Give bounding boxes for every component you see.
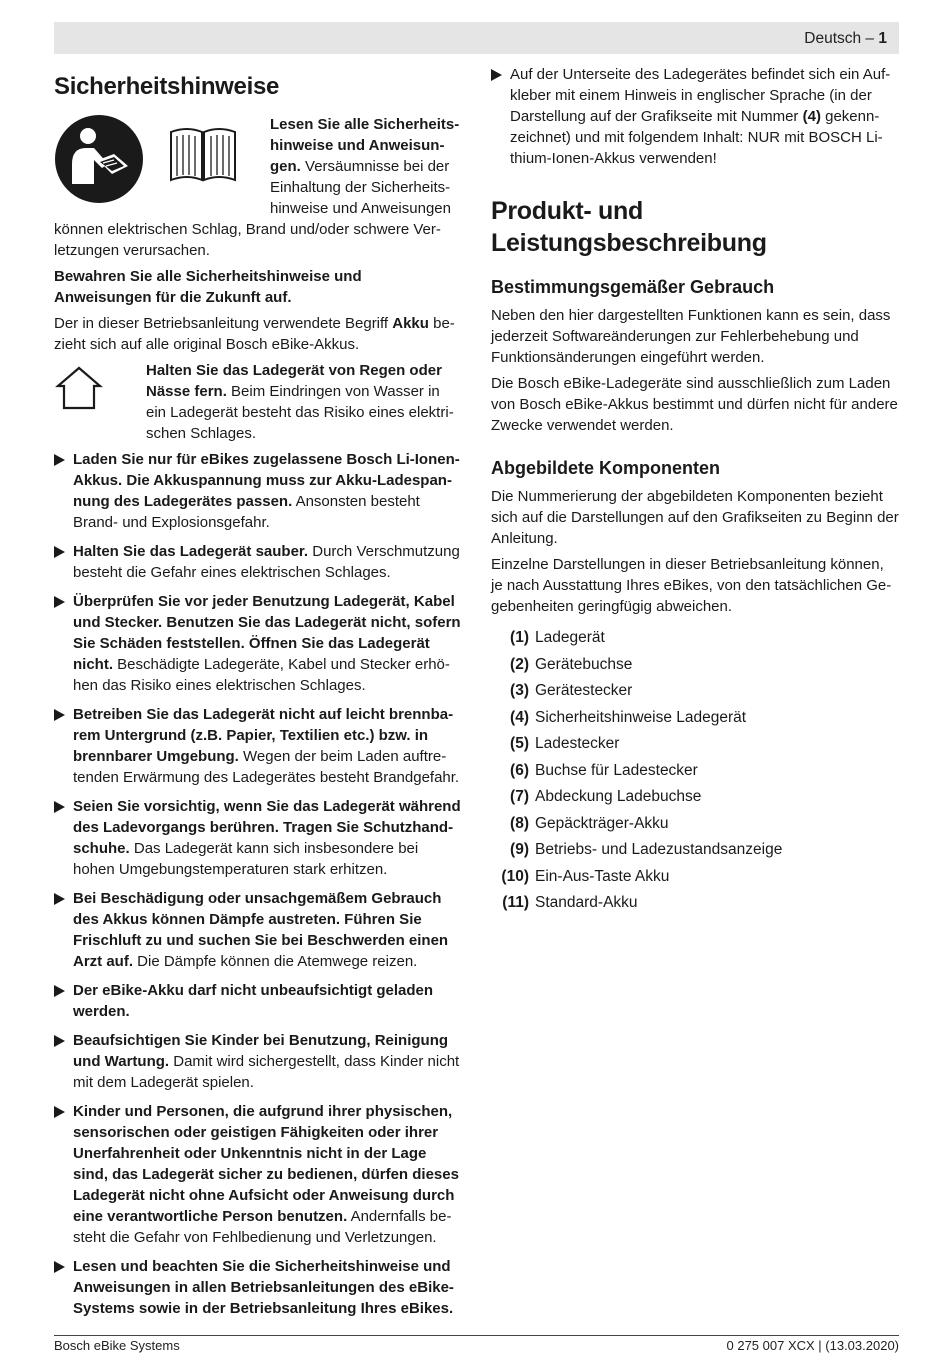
bullet-text: Wegen der beim Laden auftretenden Erwärmung des Ladegerätes besteht Brandgefahr. — [73, 748, 460, 786]
component-item — [491, 811, 899, 838]
right-column — [491, 64, 899, 917]
safety-bullet — [54, 591, 462, 696]
bullet-text: Ansonsten besteht Brand- und Explosionsgefahr. — [73, 493, 420, 531]
bullet-text: Das Ladegerät kann sich insbesondere bei hohen Umgebungstemperaturen stark erhitzen. — [73, 840, 419, 878]
component-label: Sicherheitshinweise Ladegerät — [535, 708, 747, 726]
bullet-arrow-icon — [54, 596, 65, 608]
bullet-bold: Seien Sie vorsichtig, wenn Sie das Ladegerät während des Ladevorgangs berühren. Tragen Sie Schutzhandschuhe. — [73, 798, 461, 857]
component-item — [491, 864, 899, 891]
bullet-arrow-icon — [54, 801, 65, 813]
component-label: Buchse für Ladestecker — [535, 761, 698, 779]
rain-bold: Halten Sie das Ladegerät von Regen oder Nässe fern. — [146, 362, 442, 400]
manual-book-icon — [167, 124, 239, 186]
section-title-safety: Sicherheitshinweise — [54, 73, 280, 100]
intro-bold: Lesen Sie alle Sicherheitshinweise und Anweisungen. — [270, 116, 460, 175]
bullet-arrow-icon — [54, 546, 65, 558]
bullet-text: Die Dämpfe können die Atemwege reizen. — [133, 953, 418, 970]
section-title-product: Produkt- und Leistungsbeschreibung — [491, 197, 767, 257]
bullet-bold: Betreiben Sie das Ladegerät nicht auf leicht brennbarem Untergrund (z.B. Papier, Textilien etc.) bzw. in brennbarer Umgebung. — [73, 706, 454, 765]
safety-bullet — [54, 541, 462, 583]
read-manual-icon — [54, 114, 144, 204]
component-number: (9) — [510, 841, 529, 858]
bullet-text: Andernfalls besteht die Gefahr von Fehlbedienung und Verletzungen. — [73, 1208, 452, 1246]
bullet-bold: Laden Sie nur für eBikes zugelassene Bosch Li-Ionen-Akkus. Die Akkuspannung muss zur Akku-Ladespannung des Ladegerätes passen. — [73, 451, 460, 510]
label-note-pre: Auf der Unterseite des Ladegerätes befindet sich ein Aufkleber mit einem Hinweis in englischer Sprache (in der Darstellung auf der Grafikseite mit Nummer — [510, 66, 891, 125]
component-label: Ladestecker — [535, 735, 620, 752]
component-item — [491, 890, 899, 917]
component-item — [491, 837, 899, 864]
bullet-bold: Kinder und Personen, die aufgrund ihrer physischen, sensorischen oder geistigen Fähigkeiten oder ihrer Unerfahrenheit oder Unkenntnis nicht in der Lage sind, das Ladegerät sicher zu bedienen, dürfen dieses Ladegerät nicht ohne Aufsicht oder Anweisung durch eine verantwortliche Person benutzen. — [73, 1103, 459, 1225]
intro-text: Versäumnisse bei der Einhaltung der Sicherheitshinweise und Anweisungen können elektrischen Schlag, Brand und/oder schwere Verletzungen verursachen. — [54, 158, 451, 259]
component-number: (6) — [510, 761, 529, 779]
footer-brand: Bosch eBike Systems — [54, 1338, 180, 1353]
page-number: 1 — [878, 30, 887, 47]
indoor-use-icon-wrap — [54, 360, 146, 444]
component-label: Abdeckung Ladebuchse — [535, 788, 702, 805]
component-label: Gerätebuchse — [535, 655, 633, 673]
component-number: (10) — [501, 867, 529, 885]
safety-bullet — [54, 796, 462, 880]
indoor-use-icon — [54, 364, 104, 412]
bullet-bold: Bei Beschädigung oder unsachgemäßem Gebrauch des Akkus können Dämpfe austreten. Führen Sie Frischluft zu und suchen Sie bei Beschwerden einen Arzt auf. — [73, 890, 449, 970]
component-label: Ein-Aus-Taste Akku — [535, 867, 670, 885]
bullet-arrow-icon — [54, 893, 65, 905]
rain-text: Beim Eindringen von Wasser in ein Ladegerät besteht das Risiko eines elektrischen Schlages. — [146, 383, 454, 442]
heading-intended-use: Bestimmungsgemäßer Gebrauch — [491, 277, 775, 297]
component-item — [491, 705, 899, 732]
bullet-text: Damit wird sichergestellt, dass Kinder nicht mit dem Ladegerät spielen. — [73, 1053, 460, 1091]
keep-instructions — [54, 266, 462, 308]
bullet-bold: Halten Sie das Ladegerät sauber. — [73, 543, 309, 560]
bullet-arrow-icon — [54, 1261, 65, 1273]
safety-bullet — [54, 1030, 462, 1093]
component-label: Ladegerät — [535, 629, 605, 646]
header-language: Deutsch – — [804, 30, 879, 47]
safety-bullet — [54, 980, 462, 1022]
component-list — [491, 625, 899, 917]
heading-components: Abgebildete Komponenten — [491, 458, 720, 478]
safety-bullet — [54, 1101, 462, 1248]
component-item — [491, 678, 899, 705]
bullet-bold: Lesen und beachten Sie die Sicherheitshinweise und Anweisungen in allen Betriebsanleitungen des eBike-Systems sowie in der Betriebsanleitung Ihres eBikes. — [73, 1258, 454, 1317]
component-label: Gepäckträger-Akku — [535, 814, 669, 832]
components-paragraph-1: Die Nummerierung der abgebildeten Komponenten bezieht sich auf die Darstellungen auf den Grafikseiten zu Beginn der Anleitung. — [491, 488, 899, 547]
use-paragraph-1: Neben den hier dargestellten Funktionen kann es sein, dass jederzeit Softwareänderungen zur Fehlerbehebung und Funktionsänderungen eingeführt werden. — [491, 307, 891, 366]
akku-definition — [54, 313, 462, 355]
safety-bullet — [54, 704, 462, 788]
safety-bullet — [54, 888, 462, 972]
label-note — [491, 64, 899, 169]
bullet-arrow-icon — [54, 454, 65, 466]
component-item — [491, 731, 899, 758]
component-number: (11) — [502, 894, 529, 911]
bullet-bold: Überprüfen Sie vor jeder Benutzung Ladegerät, Kabel und Stecker. Benutzen Sie das Ladegerät nicht, sofern Sie Schäden feststellen. Öffnen Sie das Ladegerät nicht. — [73, 593, 461, 673]
component-label: Gerätestecker — [535, 682, 633, 699]
component-item — [491, 652, 899, 679]
bullet-arrow-icon — [54, 1106, 65, 1118]
bullet-arrow-icon — [54, 1035, 65, 1047]
component-label: Standard-Akku — [535, 894, 638, 911]
bullet-bold: Der eBike-Akku darf nicht unbeaufsichtigt geladen werden. — [73, 982, 434, 1020]
component-item — [491, 784, 899, 811]
component-item — [491, 758, 899, 785]
label-note-num: (4) — [802, 108, 821, 125]
component-number: (3) — [510, 682, 529, 699]
components-paragraph-2: Einzelne Darstellungen in dieser Betriebsanleitung können, je nach Ausstattung Ihres eBikes, von den tatsächlichen Gegebenheiten geringfügig abweichen. — [491, 556, 892, 615]
bullet-bold: Beaufsichtigen Sie Kinder bei Benutzung, Reinigung und Wartung. — [73, 1032, 449, 1070]
component-number: (1) — [510, 629, 529, 646]
akku-bold: Akku — [392, 315, 429, 332]
akku-post: bezieht sich auf alle original Bosch eBike-Akkus. — [54, 315, 455, 353]
component-number: (2) — [510, 655, 529, 673]
keep-bold: Bewahren Sie alle Sicherheitshinweise und Anweisungen für die Zukunft auf. — [54, 268, 362, 306]
safety-bullet — [54, 449, 462, 533]
safety-bullet — [54, 1256, 462, 1319]
rain-warning — [54, 360, 462, 449]
component-label: Betriebs- und Ladezustandsanzeige — [535, 841, 783, 858]
bullet-text: Durch Verschmutzung besteht die Gefahr eines elektrischen Schlages. — [73, 543, 460, 581]
label-note-post: gekennzeichnet) und mit folgendem Inhalt: NUR mit BOSCH Lithium-Ionen-Akkus verwenden! — [510, 108, 883, 167]
component-number: (5) — [510, 735, 529, 752]
left-column — [54, 64, 462, 1327]
page-header-bar — [54, 22, 899, 54]
component-item — [491, 625, 899, 652]
use-paragraph-2: Die Bosch eBike-Ladegeräte sind ausschließlich zum Laden von Bosch eBike-Akkus bestimmt und dürfen nicht für andere Zwecke verwendet werden. — [491, 375, 898, 434]
component-number: (8) — [510, 814, 529, 832]
bullet-arrow-icon — [54, 985, 65, 997]
safety-bullet-list — [54, 449, 462, 1319]
intro-icons — [54, 114, 270, 210]
component-number: (7) — [510, 788, 529, 805]
akku-pre: Der in dieser Betriebsanleitung verwendete Begriff — [54, 315, 393, 332]
bullet-text: Beschädigte Ladegeräte, Kabel und Stecker erhöhen das Risiko eines elektrischen Schlages. — [73, 656, 450, 694]
intro-block — [54, 114, 462, 261]
bullet-arrow-icon — [54, 709, 65, 721]
bullet-arrow-icon — [491, 69, 502, 81]
component-number: (4) — [510, 708, 529, 726]
footer-docnumber: 0 275 007 XCX | (13.03.2020) — [726, 1338, 899, 1353]
footer-rule — [54, 1335, 899, 1336]
